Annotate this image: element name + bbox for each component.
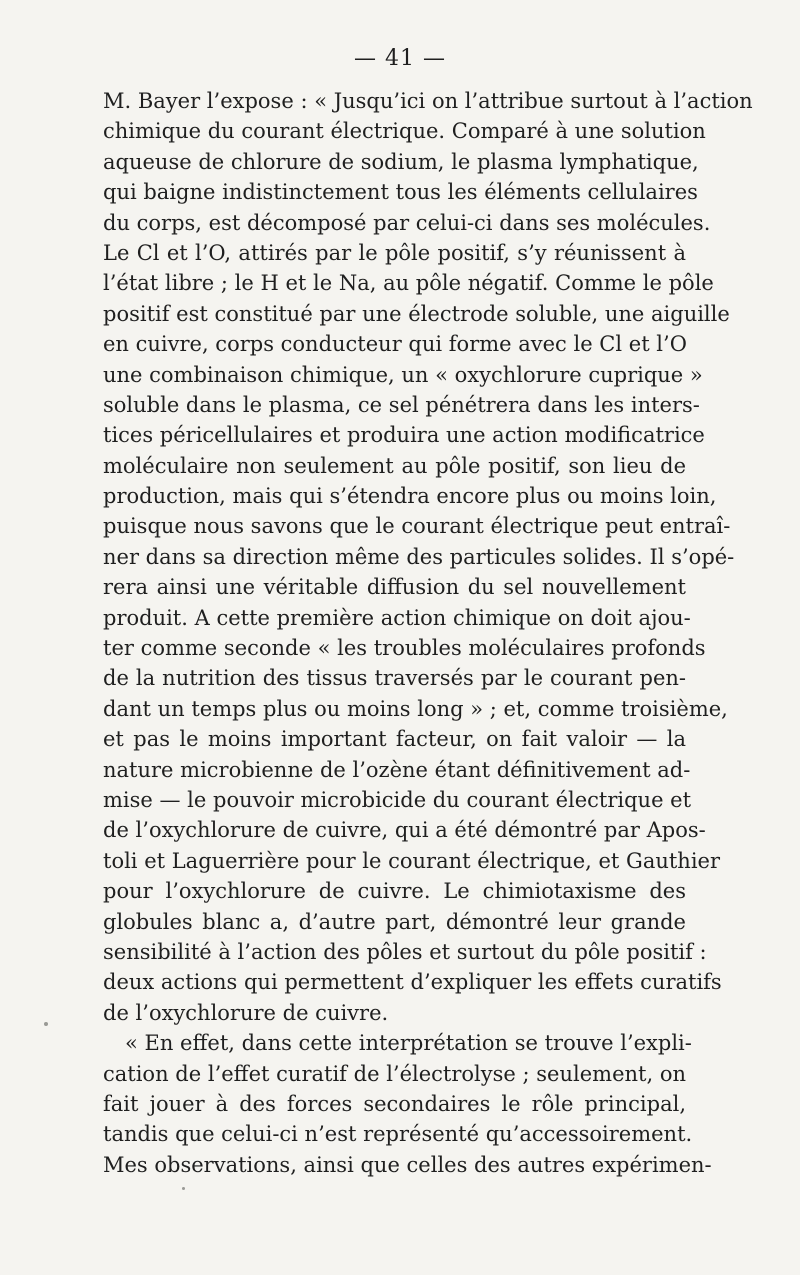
page-number: — 41 — [354,46,446,71]
text-line: ner dans sa direction même des particules solides. Il s’opé- [103,544,735,569]
text-line: qui baigne indistinctement tous les éléments cellulaires [103,180,698,205]
text-line: l’état libre ; le H et le Na, au pôle négatif. Comme le pôle [103,271,714,296]
text-line: Mes observations, ainsi que celles des autres expérimen- [103,1152,712,1177]
text-line: nature microbienne de l’ozène étant définitivement ad- [103,757,691,782]
text-line: sensibilité à l’action des pôles et surtout du pôle positif : [103,939,707,964]
text-line: de la nutrition des tissus traversés par le courant pen- [103,666,686,691]
text-line: cation de l’effet curatif de l’électrolyse ; seulement, on [103,1061,686,1086]
text-line: de l’oxychlorure de cuivre, qui a été démontré par Apos- [103,818,706,843]
text-line: soluble dans le plasma, ce sel pénétrera dans les inters- [103,392,700,417]
text-line: et pas le moins important facteur, on fait valoir — la [103,727,686,752]
text-line: puisque nous savons que le courant électrique peut entraî- [103,514,731,539]
text-line: mise — le pouvoir microbicide du courant électrique et [103,787,692,812]
text-line: chimique du courant électrique. Comparé à une solution [103,119,706,144]
text-line: Le Cl et l’O, attirés par le pôle positif, s’y réunissent à [103,240,686,265]
paper-speck [182,1187,185,1190]
text-line: en cuivre, corps conducteur qui forme avec le Cl et l’O [103,332,687,357]
text-line: « En effet, dans cette interprétation se trouve l’expli- [125,1031,692,1056]
text-line: dant un temps plus ou moins long » ; et, comme troisième, [103,696,728,721]
body-text [103,86,753,1180]
text-line: toli et Laguerrière pour le courant électrique, et Gauthier [103,848,721,873]
text-line: production, mais qui s’étendra encore plus ou moins loin, [103,484,717,509]
text-line: M. Bayer l’expose : « Jusqu’ici on l’attribue surtout à l’action [103,89,753,113]
text-line: ter comme seconde « les troubles moléculaires profonds [103,636,706,661]
paper-speck [44,1022,48,1026]
text-line: du corps, est décomposé par celui-ci dans ses molécules. [103,210,711,235]
text-line: rera ainsi une véritable diffusion du sel nouvellement [103,575,686,600]
text-line: positif est constitué par une électrode soluble, une aiguille [103,301,730,326]
text-line: deux actions qui permettent d’expliquer les effets curatifs [103,970,722,995]
text-line: aqueuse de chlorure de sodium, le plasma lymphatique, [103,149,699,174]
text-line: fait jouer à des forces secondaires le rôle principal, [103,1091,686,1116]
text-line: produit. A cette première action chimique on doit ajou- [103,605,691,630]
text-line: moléculaire non seulement au pôle positif, son lieu de [103,453,686,478]
text-line: tices péricellulaires et produira une action modificatrice [103,423,705,448]
text-line: une combinaison chimique, un « oxychlorure cuprique » [103,362,703,387]
text-line: pour l’oxychlorure de cuivre. Le chimiotaxisme des [103,879,686,904]
text-line: globules blanc a, d’autre part, démontré leur grande [103,909,686,934]
text-line: tandis que celui-ci n’est représenté qu’accessoirement. [103,1122,693,1147]
text-line: de l’oxychlorure de cuivre. [103,1000,389,1025]
